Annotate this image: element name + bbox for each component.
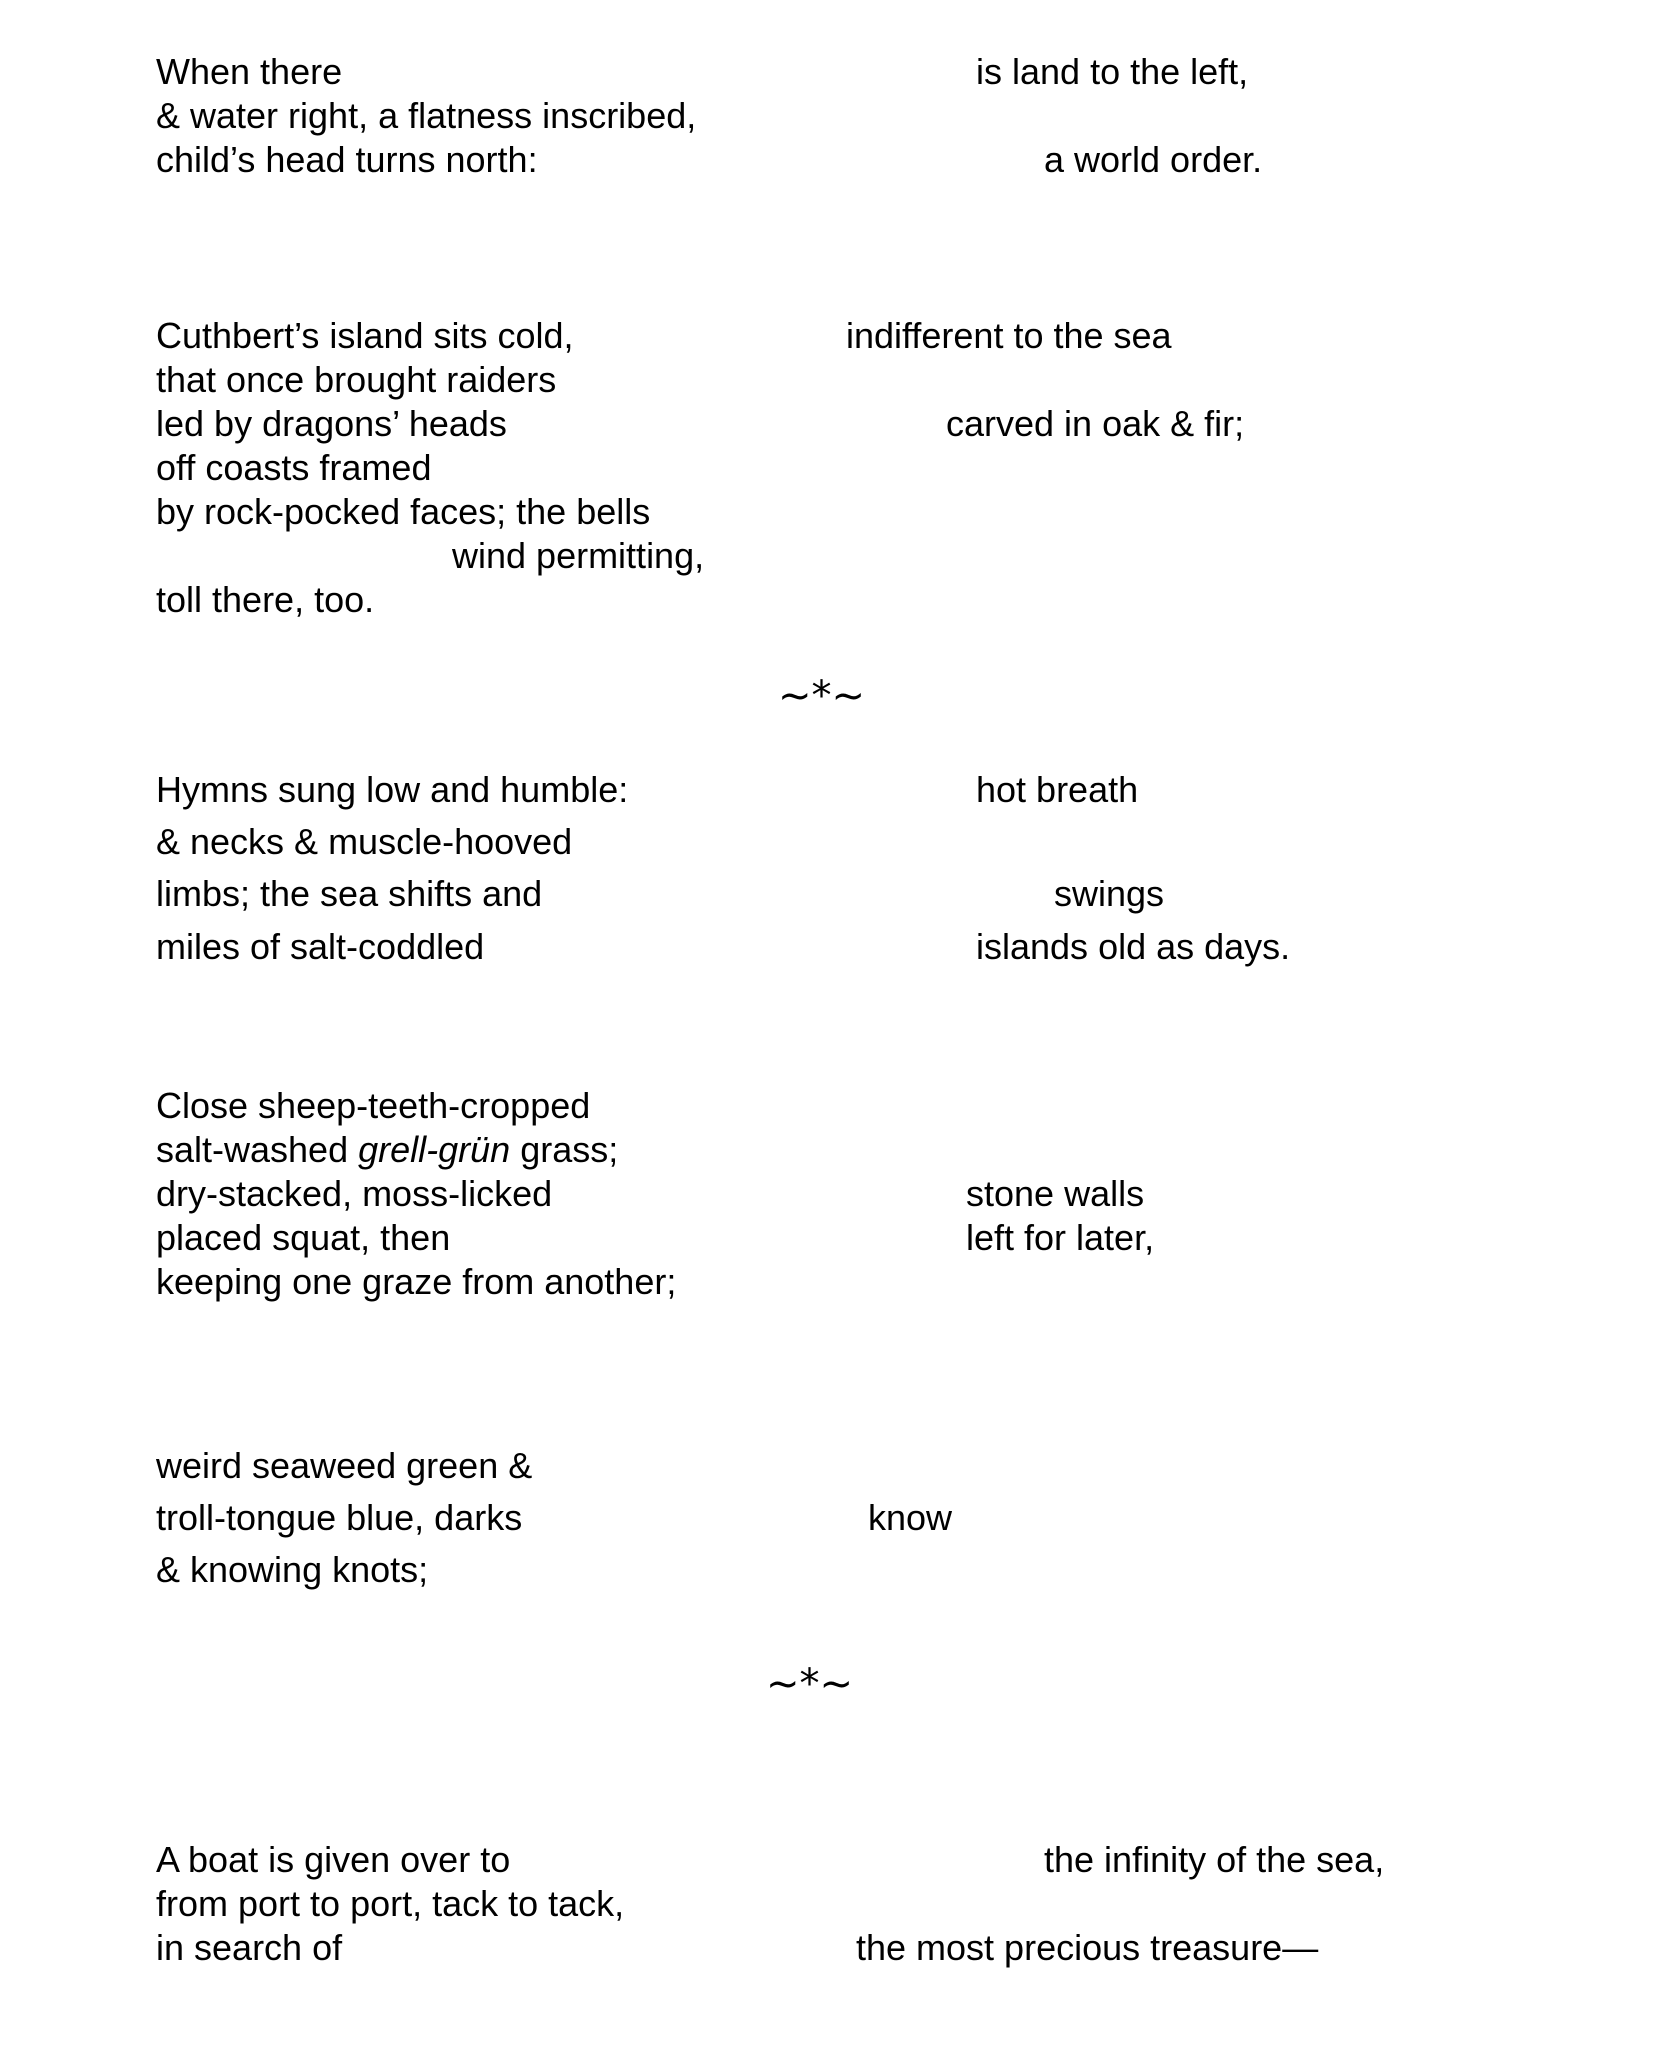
poem-line: the infinity of the sea, — [1044, 1839, 1385, 1880]
poem-line: left for later, — [966, 1217, 1155, 1258]
poem-line: & water right, a flatness inscribed, — [156, 95, 697, 136]
poem-line: A boat is given over to — [156, 1839, 511, 1880]
poem-line: & necks & muscle-hooved — [156, 821, 573, 862]
section-separator: ~*~ — [778, 673, 866, 719]
poem-line: wind permitting, — [452, 535, 705, 576]
poem-line: swings — [1054, 873, 1165, 914]
poem-line: When there — [156, 51, 343, 92]
poem-line: miles of salt-coddled — [156, 926, 485, 967]
poem-line: by rock-pocked faces; the bells — [156, 491, 651, 532]
poem-line: keeping one graze from another; — [156, 1261, 677, 1302]
poem-line: placed squat, then — [156, 1217, 451, 1258]
italic-word: grell-grün — [358, 1129, 511, 1170]
poem-line: stone walls — [966, 1173, 1145, 1214]
poem-line: is land to the left, — [976, 51, 1249, 92]
poem-line: off coasts framed — [156, 447, 432, 488]
poem-line: dry-stacked, moss-licked — [156, 1173, 553, 1214]
poem-line: carved in oak & fir; — [946, 403, 1245, 444]
section-separator: ~*~ — [766, 1661, 854, 1707]
poem-line: a world order. — [1044, 139, 1263, 180]
poem-line: Cuthbert’s island sits cold, — [156, 315, 574, 356]
poem-line: islands old as days. — [976, 926, 1291, 967]
poem-line — [156, 1128, 618, 1172]
poem-line: from port to port, tack to tack, — [156, 1883, 625, 1924]
poem-line: the most precious treasure— — [856, 1927, 1319, 1968]
poem-line: & knowing knots; — [156, 1549, 429, 1590]
poem-text: grass; — [510, 1129, 619, 1170]
poem-line: troll-tongue blue, darks — [156, 1497, 523, 1538]
poem-line: child’s head turns north: — [156, 139, 538, 180]
poem-line: in search of — [156, 1927, 343, 1968]
poem-line: toll there, too. — [156, 579, 375, 620]
poem-line: hot breath — [976, 769, 1139, 810]
poem-line: Close sheep-teeth-cropped — [156, 1085, 591, 1126]
poem-line: weird seaweed green & — [156, 1445, 533, 1486]
poem-line: Hymns sung low and humble: — [156, 769, 629, 810]
poem-line: indifferent to the sea — [846, 315, 1172, 356]
poem-line: led by dragons’ heads — [156, 403, 507, 444]
poem-line: know — [868, 1497, 953, 1538]
poem-line: limbs; the sea shifts and — [156, 873, 543, 914]
poem-line: that once brought raiders — [156, 359, 557, 400]
poem-text: salt-washed — [156, 1129, 359, 1170]
